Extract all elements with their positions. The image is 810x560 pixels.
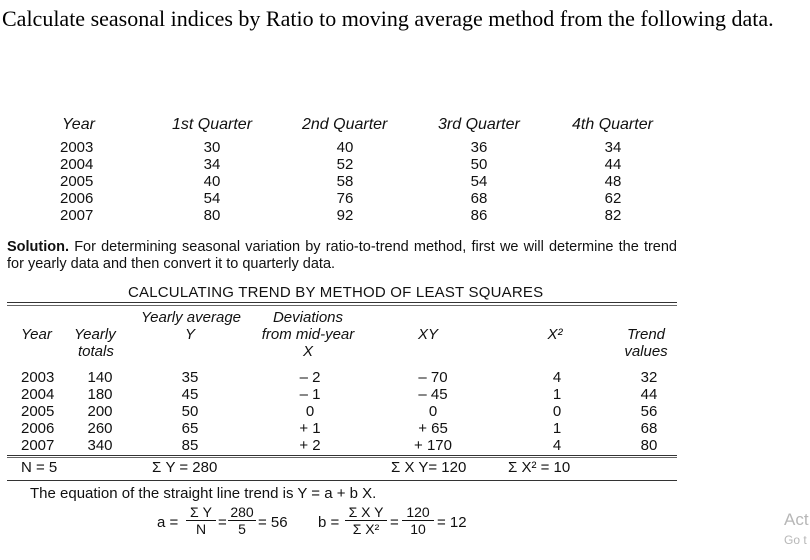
formula-b-lhs: b = [318, 514, 340, 531]
formula-b-den1: Σ X² [352, 521, 380, 537]
formula-a-lhs: a = [157, 514, 179, 531]
trend-cell-total: 200 [87, 403, 113, 420]
formula-b-num2: 120 [402, 504, 434, 521]
data-cell: 40 [336, 139, 354, 156]
trend-cell-xy: – 45 [418, 386, 448, 403]
data-cell: 40 [203, 173, 221, 190]
trend-cell-year: 2003 [21, 369, 55, 386]
trend-cell-total: 180 [87, 386, 113, 403]
data-cell: 34 [203, 156, 221, 173]
trend-cell-total: 340 [87, 437, 113, 454]
data-cell: 2003 [60, 139, 94, 156]
data-header-q1: 1st Quarter [172, 116, 253, 133]
total-sum-y: Σ Y = 280 [152, 459, 218, 476]
trend-cell-deviation: 0 [305, 403, 315, 420]
data-cell: 80 [203, 207, 221, 224]
trend-header-yearly-average-y: Y [184, 326, 195, 343]
table-top-rule [7, 302, 677, 303]
formula-a-den1: N [195, 521, 207, 537]
total-n: N = 5 [21, 459, 58, 476]
data-cell: 2007 [60, 207, 94, 224]
watermark-line-1: Act [784, 510, 809, 529]
data-header-q2: 2nd Quarter [302, 116, 388, 133]
trend-cell-xy: 0 [428, 403, 438, 420]
trend-header-from-mid-year: from mid-year [261, 326, 355, 343]
formula-a-num1: Σ Y [186, 504, 216, 521]
solution-label: Solution. [7, 239, 70, 255]
trend-cell-x2: 4 [552, 369, 562, 386]
trend-header-deviations-x: X [302, 343, 313, 360]
data-cell: 76 [336, 190, 354, 207]
solution-paragraph [7, 239, 677, 273]
data-cell: 34 [604, 139, 622, 156]
trend-cell-x2: 1 [552, 386, 562, 403]
formula-b-num1: Σ X Y [345, 504, 387, 521]
trend-header-yearly-average: Yearly average [140, 309, 242, 326]
trend-cell-trend: 68 [640, 420, 658, 437]
trend-cell-xy: + 65 [418, 420, 448, 437]
formula-b-frac1 [345, 504, 387, 537]
totals-top-rule [7, 455, 677, 456]
trend-table-title: CALCULATING TREND BY METHOD OF LEAST SQUARES [128, 284, 544, 301]
trend-cell-average: 45 [181, 386, 199, 403]
trend-cell-deviation: – 1 [299, 386, 321, 403]
formula-a-frac2 [228, 504, 256, 537]
trend-cell-year: 2004 [21, 386, 55, 403]
data-cell: 2006 [60, 190, 94, 207]
trend-cell-average: 65 [181, 420, 199, 437]
trend-cell-x2: 4 [552, 437, 562, 454]
data-cell: 52 [336, 156, 354, 173]
total-sum-x2: Σ X² = 10 [508, 459, 571, 476]
data-cell: 48 [604, 173, 622, 190]
trend-header-trend-1: Trend [626, 326, 666, 343]
data-header-q3: 3rd Quarter [438, 116, 520, 133]
trend-cell-deviation: – 2 [299, 369, 321, 386]
totals-top-rule-inner [7, 457, 677, 458]
trend-cell-year: 2007 [21, 437, 55, 454]
data-cell: 82 [604, 207, 622, 224]
trend-cell-x2: 1 [552, 420, 562, 437]
trend-header-year: Year [21, 326, 52, 343]
equation-statement: The equation of the straight line trend is Y = a + b X. [30, 485, 377, 502]
formula-b-frac2 [402, 504, 434, 537]
solution-text: For determining seasonal variation by ratio-to-trend method, first we will determine the trend for yearly data and then convert it to quarterly data. [7, 239, 677, 272]
data-cell: 50 [470, 156, 488, 173]
data-cell: 92 [336, 207, 354, 224]
formula-a-den2: 5 [238, 521, 246, 537]
data-cell: 2005 [60, 173, 94, 190]
trend-cell-average: 50 [181, 403, 199, 420]
formula-a-eq: = [218, 514, 227, 531]
data-header-q4: 4th Quarter [572, 116, 653, 133]
trend-cell-average: 85 [181, 437, 199, 454]
data-cell: 68 [470, 190, 488, 207]
trend-cell-trend: 44 [640, 386, 658, 403]
data-cell: 58 [336, 173, 354, 190]
trend-cell-trend: 80 [640, 437, 658, 454]
trend-cell-xy: – 70 [418, 369, 448, 386]
trend-header-xy: XY [417, 326, 438, 343]
data-cell: 86 [470, 207, 488, 224]
watermark-line-2: Go t [784, 533, 807, 547]
formula-b-result: = 12 [437, 514, 467, 531]
table-top-rule-inner [7, 305, 677, 306]
formula-a-frac1 [186, 504, 216, 537]
trend-header-yearly-totals-1: Yearly [74, 326, 116, 343]
trend-cell-trend: 56 [640, 403, 658, 420]
trend-cell-year: 2005 [21, 403, 55, 420]
data-cell: 62 [604, 190, 622, 207]
trend-cell-year: 2006 [21, 420, 55, 437]
question-text: Calculate seasonal indices by Ratio to moving average method from the following data. [2, 6, 774, 31]
total-sum-xy: Σ X Y= 120 [391, 459, 467, 476]
trend-header-yearly-totals-2: totals [78, 343, 114, 360]
totals-bottom-rule [7, 480, 677, 481]
data-cell: 54 [203, 190, 221, 207]
formula-b-den2: 10 [410, 521, 426, 537]
trend-header-trend-2: values [624, 343, 668, 360]
trend-cell-x2: 0 [552, 403, 562, 420]
trend-cell-deviation: + 1 [299, 420, 321, 437]
trend-cell-total: 260 [87, 420, 113, 437]
data-cell: 54 [470, 173, 488, 190]
data-cell: 36 [470, 139, 488, 156]
trend-header-x2: X² [547, 326, 563, 343]
trend-header-deviations: Deviations [272, 309, 344, 326]
formula-a-num2: 280 [228, 504, 256, 521]
trend-cell-average: 35 [181, 369, 199, 386]
data-cell: 30 [203, 139, 221, 156]
data-cell: 2004 [60, 156, 94, 173]
activation-watermark [784, 508, 810, 548]
formula-b-eq: = [390, 514, 399, 531]
trend-cell-deviation: + 2 [299, 437, 321, 454]
data-header-year: Year [62, 116, 95, 133]
trend-cell-xy: + 170 [414, 437, 452, 454]
data-cell: 44 [604, 156, 622, 173]
formula-a-result: = 56 [258, 514, 288, 531]
trend-cell-trend: 32 [640, 369, 658, 386]
trend-cell-total: 140 [87, 369, 113, 386]
